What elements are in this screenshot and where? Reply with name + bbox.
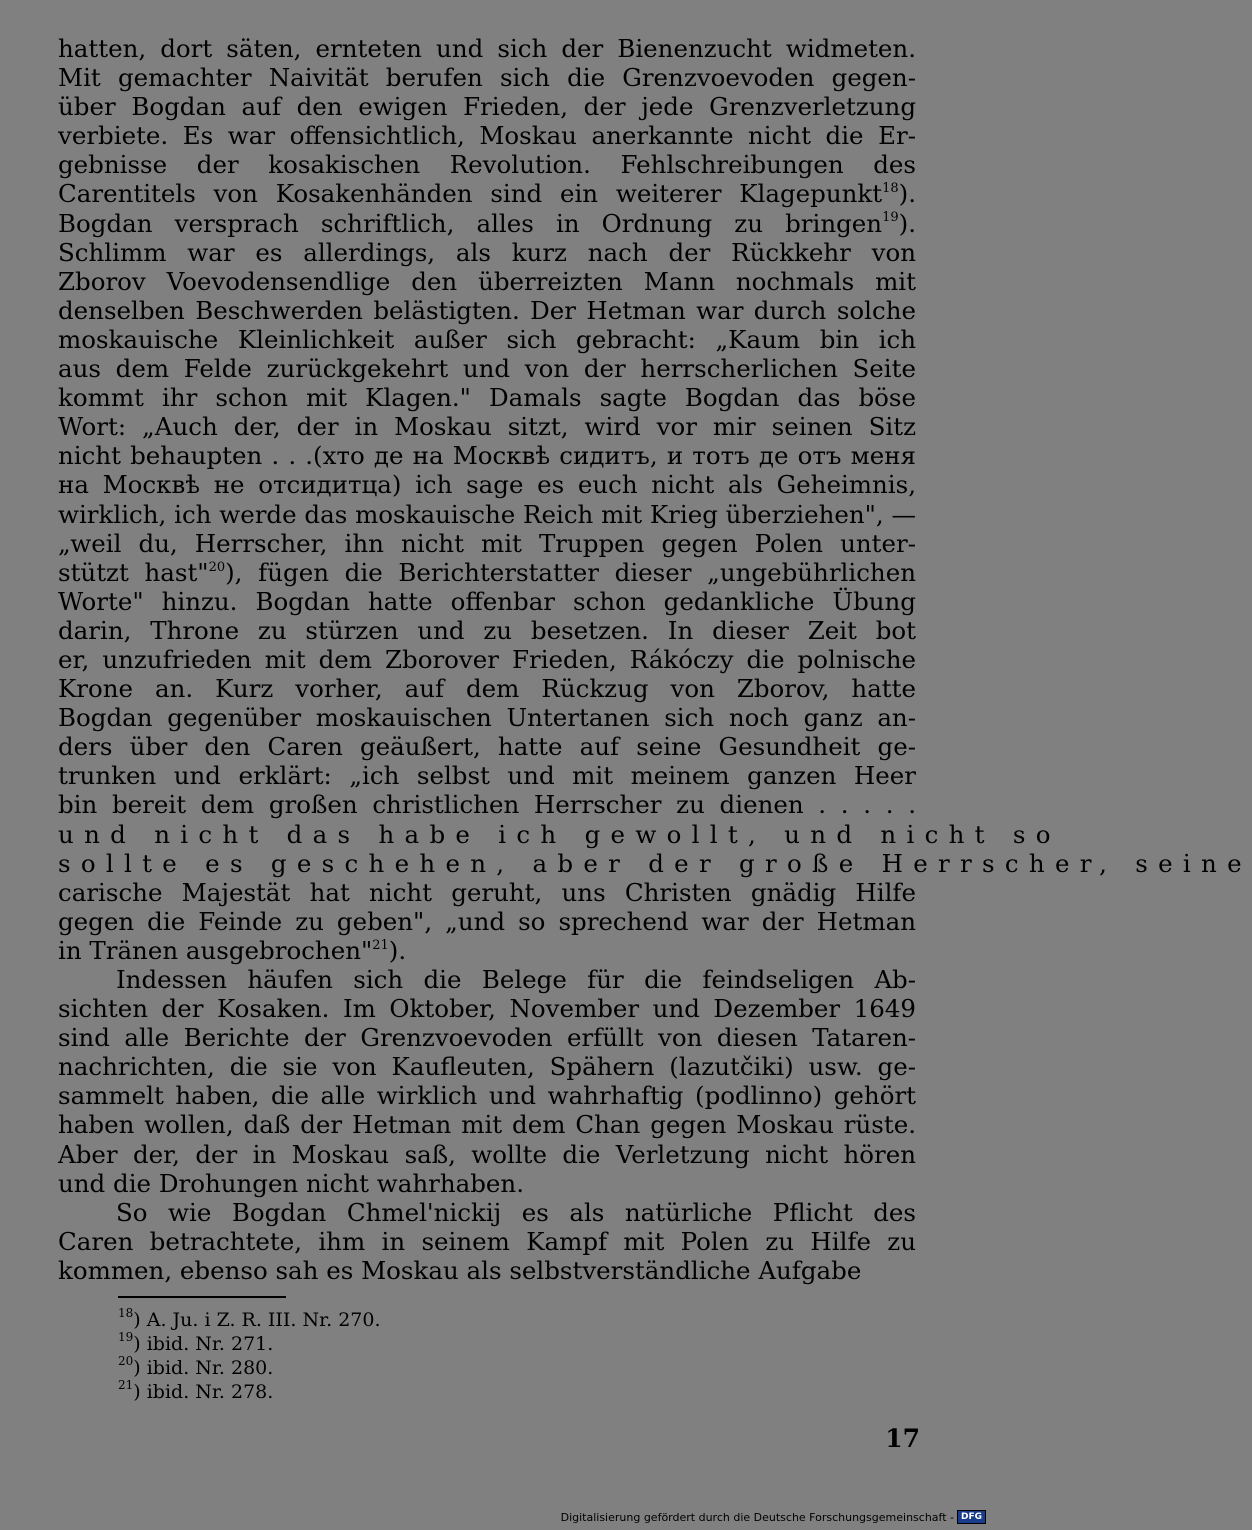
- text-line: [58, 1110, 916, 1139]
- footnote-number: 20: [118, 1353, 134, 1368]
- text-line: [58, 412, 916, 441]
- text-run: moskauische Kleinlichkeit außer sich gebracht: „Kaum bin ich: [58, 324, 916, 354]
- text-run: на Москвѣ не отсидитца) ich sage es euch nicht als Geheimnis,: [58, 470, 916, 500]
- text-line: [58, 1081, 916, 1110]
- footnote-number: 21: [118, 1377, 134, 1392]
- text-line: [58, 1227, 916, 1256]
- text-line: [58, 63, 916, 92]
- text-run: Krone an. Kurz vorher, auf dem Rückzug von Zborov, hatte: [58, 674, 916, 704]
- text-line: [58, 1052, 916, 1081]
- text-run: gegen die Feinde zu geben", „und so sprechend war der Hetman: [58, 906, 916, 936]
- body-text: [58, 34, 1252, 1285]
- text-run: aus dem Felde zurückgekehrt und von der herrscherlichen Seite: [58, 354, 916, 384]
- footnote: [118, 1377, 598, 1404]
- text-run: nicht behaupten . . .(хто де на Москвѣ сидитъ, и тотъ де отъ меня: [58, 441, 916, 471]
- text-run: sind alle Berichte der Grenzvoevoden erfüllt von diesen Tataren-: [58, 1023, 916, 1053]
- text-line: [58, 1198, 916, 1227]
- text-run: ), fügen die Berichterstatter dieser „ungebührlichen: [225, 557, 916, 587]
- text-run: Carentitels von Kosakenhänden sind ein weiterer Klagepunkt: [58, 179, 883, 209]
- footnote-text: ) ibid. Nr. 280.: [133, 1357, 274, 1379]
- text-run: sichten der Kosaken. Im Oktober, November und Dezember 1649: [58, 994, 916, 1024]
- text-run: kommen, ebenso sah es Moskau als selbstverständliche Aufgabe: [58, 1255, 862, 1285]
- text-run: Bogdan versprach schriftlich, alles in Ordnung zu bringen: [58, 208, 883, 238]
- text-run: stützt hast": [58, 557, 209, 587]
- text-run: trunken und erklärt: „ich selbst und mit meinem ganzen Heer: [58, 761, 916, 791]
- text-run: über Bogdan auf den ewigen Frieden, der jede Grenzverletzung: [58, 92, 916, 122]
- footnote-text: ) A. Ju. i Z. R. III. Nr. 270.: [133, 1309, 381, 1331]
- text-run: So wie Bogdan Chmel'nickij es als natürliche Pflicht des: [116, 1197, 916, 1227]
- text-line: [58, 441, 916, 470]
- footnote-divider: [118, 1296, 286, 1298]
- text-line: [58, 34, 916, 63]
- text-run: wirklich, ich werde das moskauische Reich mit Krieg überziehen", —: [58, 499, 916, 529]
- text-run: haben wollen, daß der Hetman mit dem Chan gegen Moskau rüste.: [58, 1110, 916, 1140]
- text-run: Schlimm war es allerdings, als kurz nach der Rückkehr von: [58, 237, 916, 267]
- text-line: [58, 500, 916, 529]
- text-line: [58, 383, 916, 412]
- text-line: [58, 703, 916, 732]
- text-line: [58, 1140, 916, 1169]
- text-run: „weil du, Herrscher, ihn nicht mit Truppen gegen Polen unter-: [58, 528, 916, 558]
- text-line: [58, 558, 916, 587]
- text-line: [58, 179, 916, 208]
- text-line: [58, 878, 916, 907]
- text-line: [58, 848, 1252, 878]
- text-line: [58, 819, 1061, 849]
- text-run: darin, Throne zu stürzen und zu besetzen. In dieser Zeit bot: [58, 615, 916, 645]
- text-line: [58, 296, 916, 325]
- text-line: [58, 209, 916, 238]
- credit-text: Digitalisierung gefördert durch die Deutsche Forschungsgemeinschaft -: [560, 1510, 954, 1524]
- text-run: denselben Beschwerden belästigten. Der Hetman war durch solche: [58, 295, 916, 325]
- text-line: [58, 761, 916, 790]
- text-line: [58, 121, 916, 150]
- footnote-number: 18: [118, 1305, 134, 1320]
- text-line: [58, 150, 916, 179]
- text-line: [58, 1256, 916, 1285]
- text-line: [58, 470, 916, 499]
- text-line: [58, 1169, 916, 1198]
- text-run: ).: [898, 208, 916, 238]
- footnote-number: 19: [118, 1329, 134, 1344]
- footnote-ref: 18: [882, 181, 899, 197]
- footnote-ref: 21: [372, 937, 389, 953]
- text-run: und die Drohungen nicht wahrhaben.: [58, 1168, 524, 1198]
- footnote-text: ) ibid. Nr. 278.: [133, 1381, 274, 1403]
- text-line: [58, 529, 916, 558]
- text-run: ).: [388, 935, 407, 965]
- text-line: [58, 994, 916, 1023]
- footnote-text: ) ibid. Nr. 271.: [133, 1333, 274, 1355]
- text-run: carische Majestät hat nicht geruht, uns Christen gnädig Hilfe: [58, 877, 916, 907]
- text-line: [58, 354, 916, 383]
- text-run: sollte es geschehen, aber der große Herrscher, seine: [58, 848, 1252, 878]
- text-run: er, unzufrieden mit dem Zborover Frieden, Rákóczy die polnische: [58, 644, 916, 674]
- footnote-ref: 19: [882, 210, 899, 226]
- text-run: bin bereit dem großen christlichen Herrscher zu dienen . . . . .: [58, 790, 916, 820]
- text-run: Wort: „Auch der, der in Moskau sitzt, wird vor mir seinen Sitz: [58, 412, 916, 442]
- text-run: Mit gemachter Naivität berufen sich die Grenzvoevoden gegen-: [58, 63, 916, 93]
- text-line: [58, 616, 916, 645]
- footnote: [118, 1305, 598, 1332]
- text-line: [58, 92, 916, 121]
- text-line: [58, 732, 916, 761]
- footnote: [118, 1353, 598, 1380]
- text-run: gebnisse der kosakischen Revolution. Fehlschreibungen des: [58, 150, 916, 180]
- text-run: Zborov Voevodensendlige den überreizten Mann nochmals mit: [58, 266, 916, 296]
- text-run: verbiete. Es war offensichtlich, Moskau anerkannte nicht die Er-: [58, 121, 916, 151]
- text-line: [58, 267, 916, 296]
- text-run: Bogdan gegenüber moskauischen Untertanen sich noch ganz an-: [58, 703, 916, 733]
- text-line: [58, 936, 916, 965]
- digitization-credit: [561, 1510, 986, 1524]
- text-run: in Tränen ausgebrochen": [58, 935, 373, 965]
- text-run: ders über den Caren geäußert, hatte auf seine Gesundheit ge-: [58, 732, 916, 762]
- text-line: [58, 965, 916, 994]
- text-line: [58, 587, 916, 616]
- text-run: ).: [898, 179, 916, 209]
- footnotes: [118, 1305, 598, 1404]
- text-run: hatten, dort säten, ernteten und sich der Bienenzucht widmeten.: [58, 34, 916, 63]
- text-run: Caren betrachtete, ihm in seinem Kampf mit Polen zu Hilfe zu: [58, 1226, 916, 1256]
- text-line: [58, 907, 916, 936]
- text-line: [58, 645, 916, 674]
- text-run: nachrichten, die sie von Kaufleuten, Spähern (lazutčiki) usw. ge-: [58, 1052, 916, 1082]
- footnote: [118, 1329, 598, 1356]
- page-number: 17: [885, 1424, 920, 1453]
- dfg-logo: DFG: [957, 1510, 986, 1524]
- footnote-ref: 20: [208, 559, 226, 575]
- text-line: [58, 238, 916, 267]
- text-run: und nicht das habe ich gewollt, und nicht so: [58, 819, 1061, 849]
- text-run: Indessen häufen sich die Belege für die feindseligen Ab-: [116, 965, 916, 994]
- text-run: Aber der, der in Moskau saß, wollte die Verletzung nicht hören: [58, 1139, 916, 1169]
- text-run: kommt ihr schon mit Klagen." Damals sagte Bogdan das böse: [58, 383, 916, 413]
- text-line: [58, 674, 916, 703]
- text-run: sammelt haben, die alle wirklich und wahrhaftig (podlinno) gehört: [58, 1081, 916, 1111]
- text-run: Worte" hinzu. Bogdan hatte offenbar schon gedankliche Übung: [58, 586, 916, 616]
- text-line: [58, 1023, 916, 1052]
- text-line: [58, 790, 916, 819]
- text-line: [58, 325, 916, 354]
